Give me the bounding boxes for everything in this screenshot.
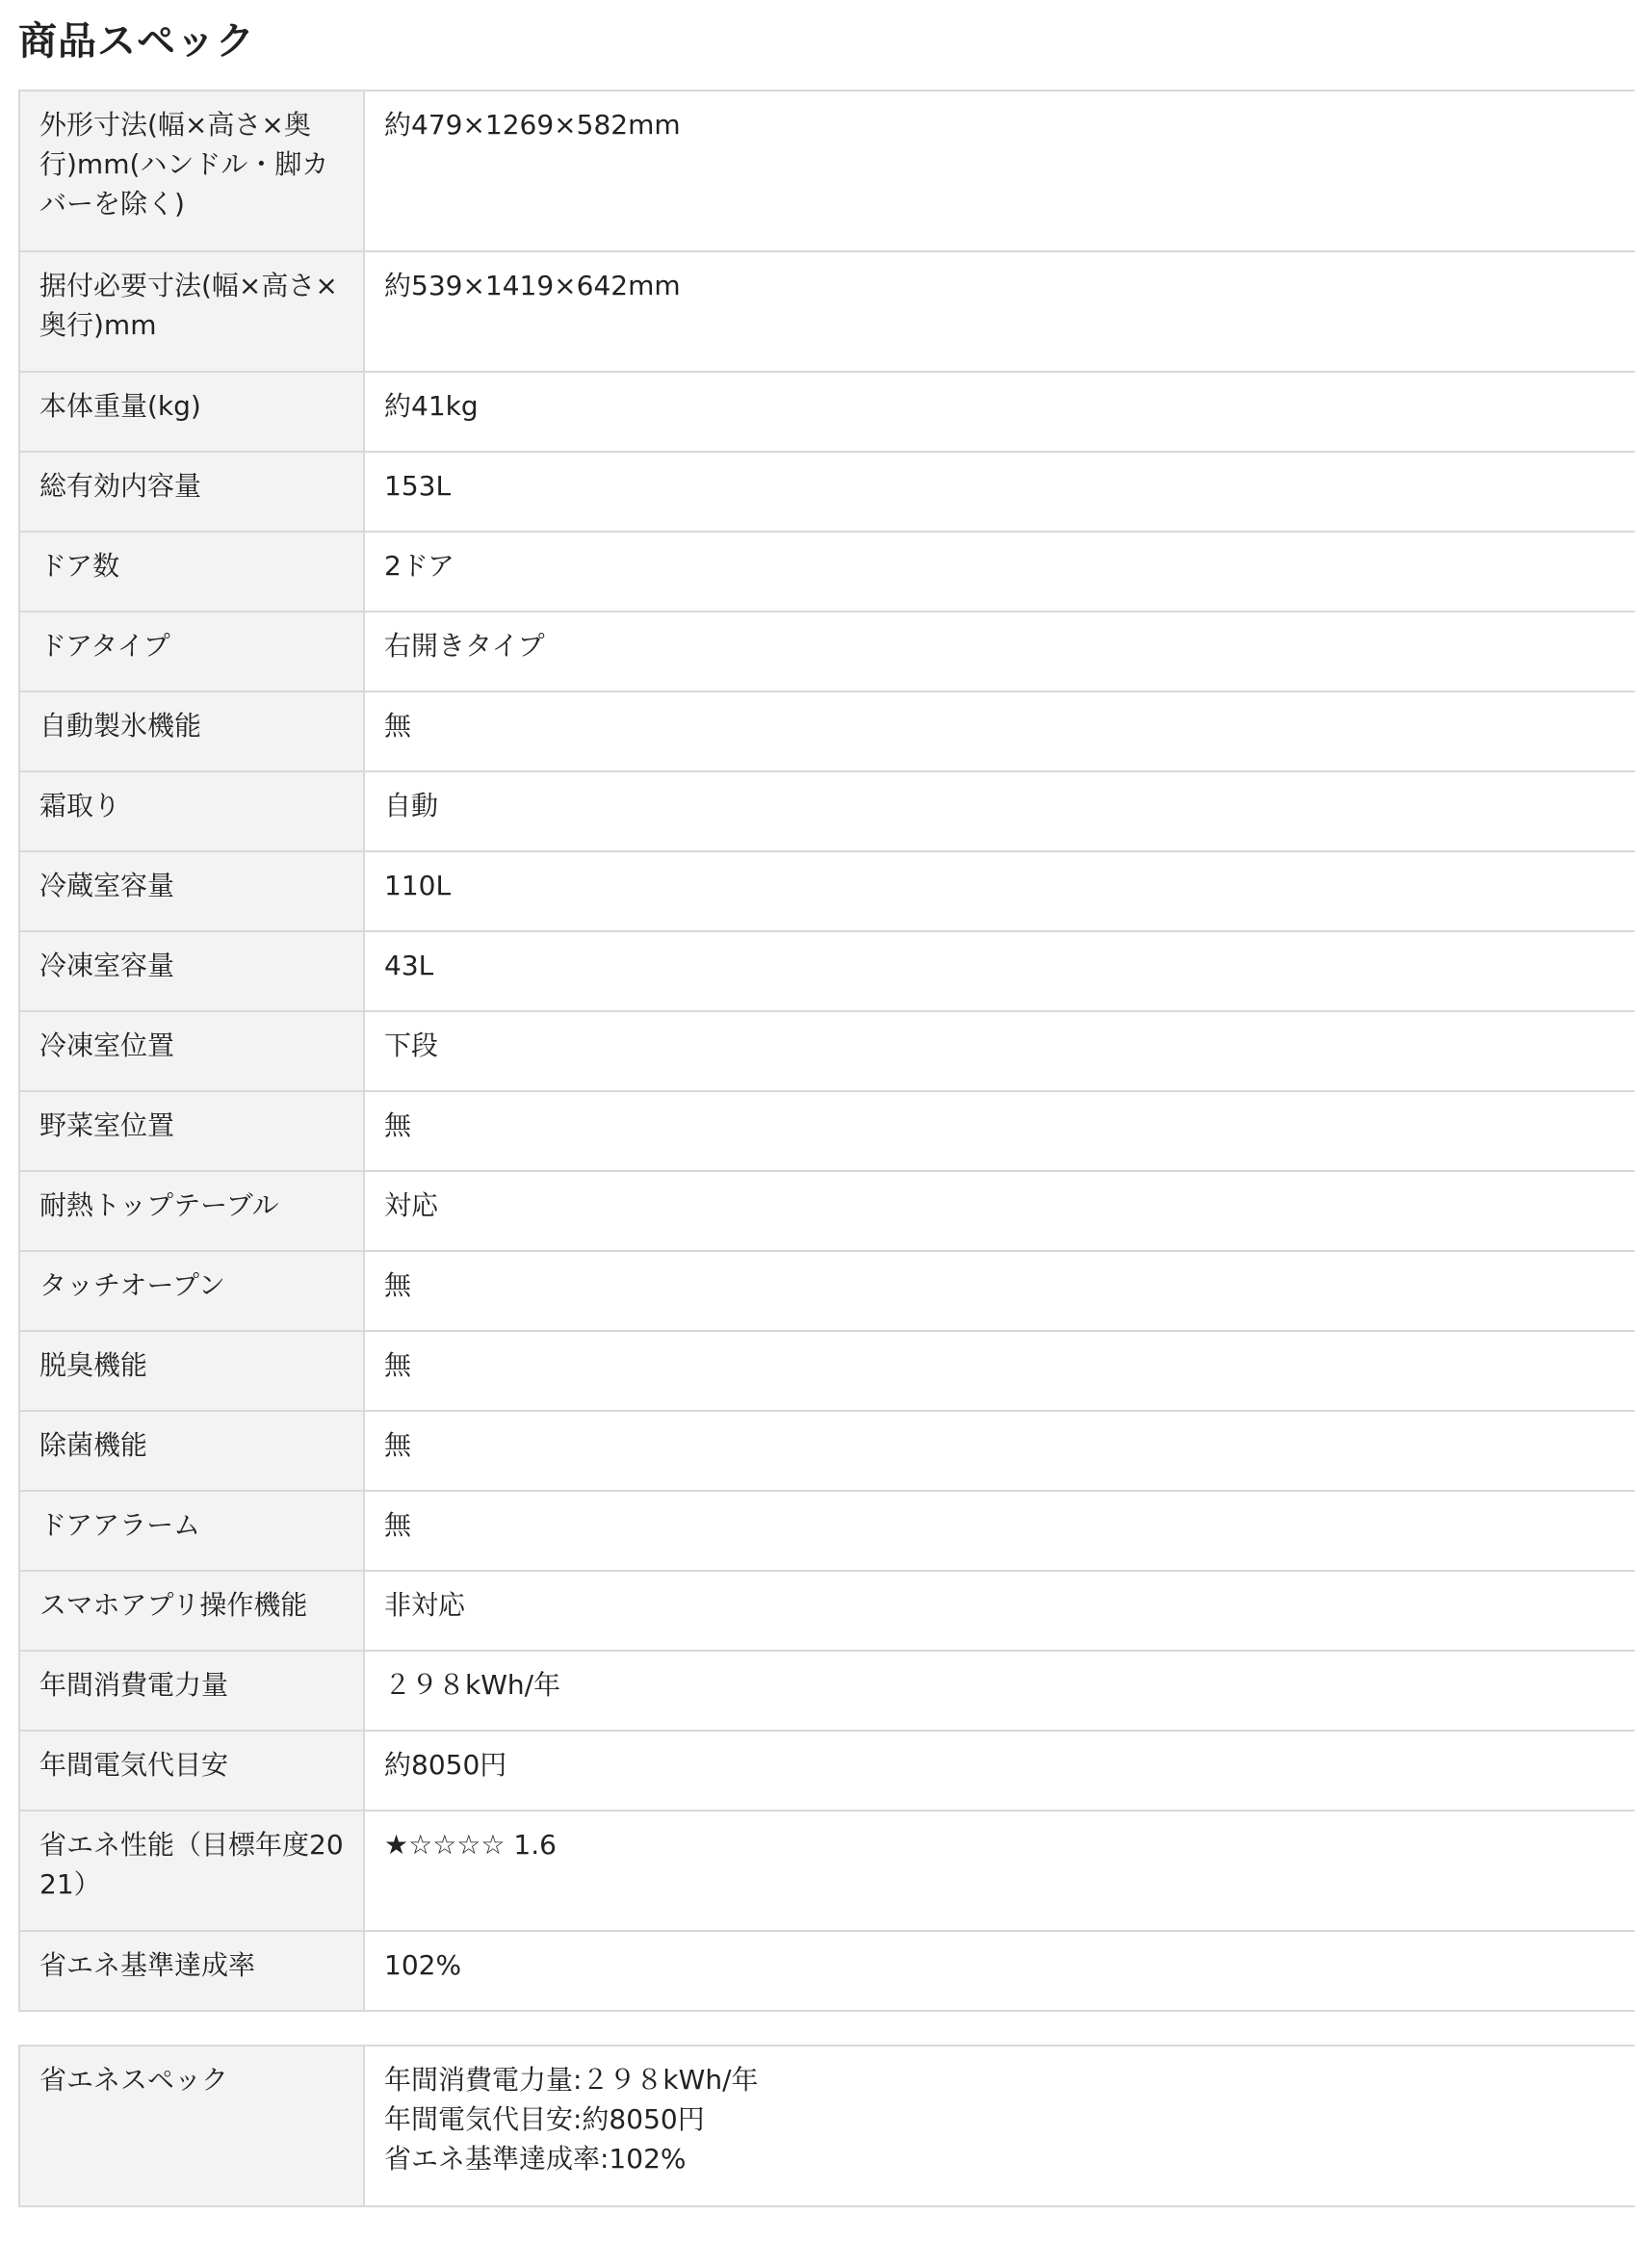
spec-key: 外形寸法(幅×高さ×奥行)mm(ハンドル・脚カバーを除く) [19,91,364,251]
table-row [19,1251,1635,1331]
table-row [19,1091,1635,1171]
spec-key: ドアタイプ [19,612,364,691]
spec-key: 冷凍室容量 [19,931,364,1011]
table-row [19,612,1635,691]
spec-key: 省エネ基準達成率 [19,1931,364,2011]
spec-key: 霜取り [19,771,364,851]
spec-value: 非対応 [364,1571,1635,1651]
spec-key: 冷凍室位置 [19,1011,364,1091]
table-row [19,91,1635,251]
spec-value: 43L [364,931,1635,1011]
spec-value: 2ドア [364,532,1635,612]
table-row [19,372,1635,452]
spec-key: 据付必要寸法(幅×高さ×奥行)mm [19,251,364,372]
spec-key: ドア数 [19,532,364,612]
spec-value: 無 [364,1411,1635,1491]
spec-value: 約8050円 [364,1731,1635,1811]
spec-key: 除菌機能 [19,1411,364,1491]
eco-spec-value [364,2046,1635,2206]
spec-key: 年間電気代目安 [19,1731,364,1811]
spec-value: 無 [364,1331,1635,1411]
table-row [19,2046,1635,2206]
spec-value: 無 [364,691,1635,771]
spec-value: 右開きタイプ [364,612,1635,691]
table-row [19,1491,1635,1571]
spec-value: 約539×1419×642mm [364,251,1635,372]
table-row [19,1731,1635,1811]
spec-key: タッチオープン [19,1251,364,1331]
table-row [19,1811,1635,1931]
spec-key: 本体重量(kg) [19,372,364,452]
table-row [19,1651,1635,1731]
spec-key: 自動製氷機能 [19,691,364,771]
table-row [19,1331,1635,1411]
table-row [19,1411,1635,1491]
spec-value: 下段 [364,1011,1635,1091]
spec-value: 110L [364,851,1635,931]
spec-key: スマホアプリ操作機能 [19,1571,364,1651]
table-row [19,931,1635,1011]
table-row [19,532,1635,612]
spec-value: 153L [364,452,1635,532]
spec-value: 約479×1269×582mm [364,91,1635,251]
spec-value: 無 [364,1091,1635,1171]
spec-key: 年間消費電力量 [19,1651,364,1731]
eco-spec-line: 年間消費電力量:２９８kWh/年 [384,2064,759,2096]
spec-value: ★☆☆☆☆ 1.6 [364,1811,1635,1931]
table-row [19,1171,1635,1251]
table-row [19,851,1635,931]
spec-value: 無 [364,1491,1635,1571]
eco-spec-key: 省エネスペック [19,2046,364,2206]
spec-key: 総有効内容量 [19,452,364,532]
spec-value: 102% [364,1931,1635,2011]
table-row [19,452,1635,532]
table-row [19,1931,1635,2011]
table-row [19,1011,1635,1091]
spec-value: 対応 [364,1171,1635,1251]
table-row [19,691,1635,771]
spec-key: 省エネ性能（目標年度2021） [19,1811,364,1931]
eco-spec-table [18,2045,1635,2207]
spec-value: 無 [364,1251,1635,1331]
spec-key: ドアアラーム [19,1491,364,1571]
table-row [19,251,1635,372]
spec-key: 脱臭機能 [19,1331,364,1411]
page-title: 商品スペック [18,19,255,64]
spec-key: 冷蔵室容量 [19,851,364,931]
spec-key: 野菜室位置 [19,1091,364,1171]
spec-value: 自動 [364,771,1635,851]
eco-spec-line: 省エネ基準達成率:102% [384,2143,687,2175]
table-row [19,771,1635,851]
spec-key: 耐熱トップテーブル [19,1171,364,1251]
table-row [19,1571,1635,1651]
spec-value: ２９８kWh/年 [364,1651,1635,1731]
eco-spec-line: 年間電気代目安:約8050円 [384,2103,705,2135]
spec-table [18,90,1635,2012]
spec-value: 約41kg [364,372,1635,452]
